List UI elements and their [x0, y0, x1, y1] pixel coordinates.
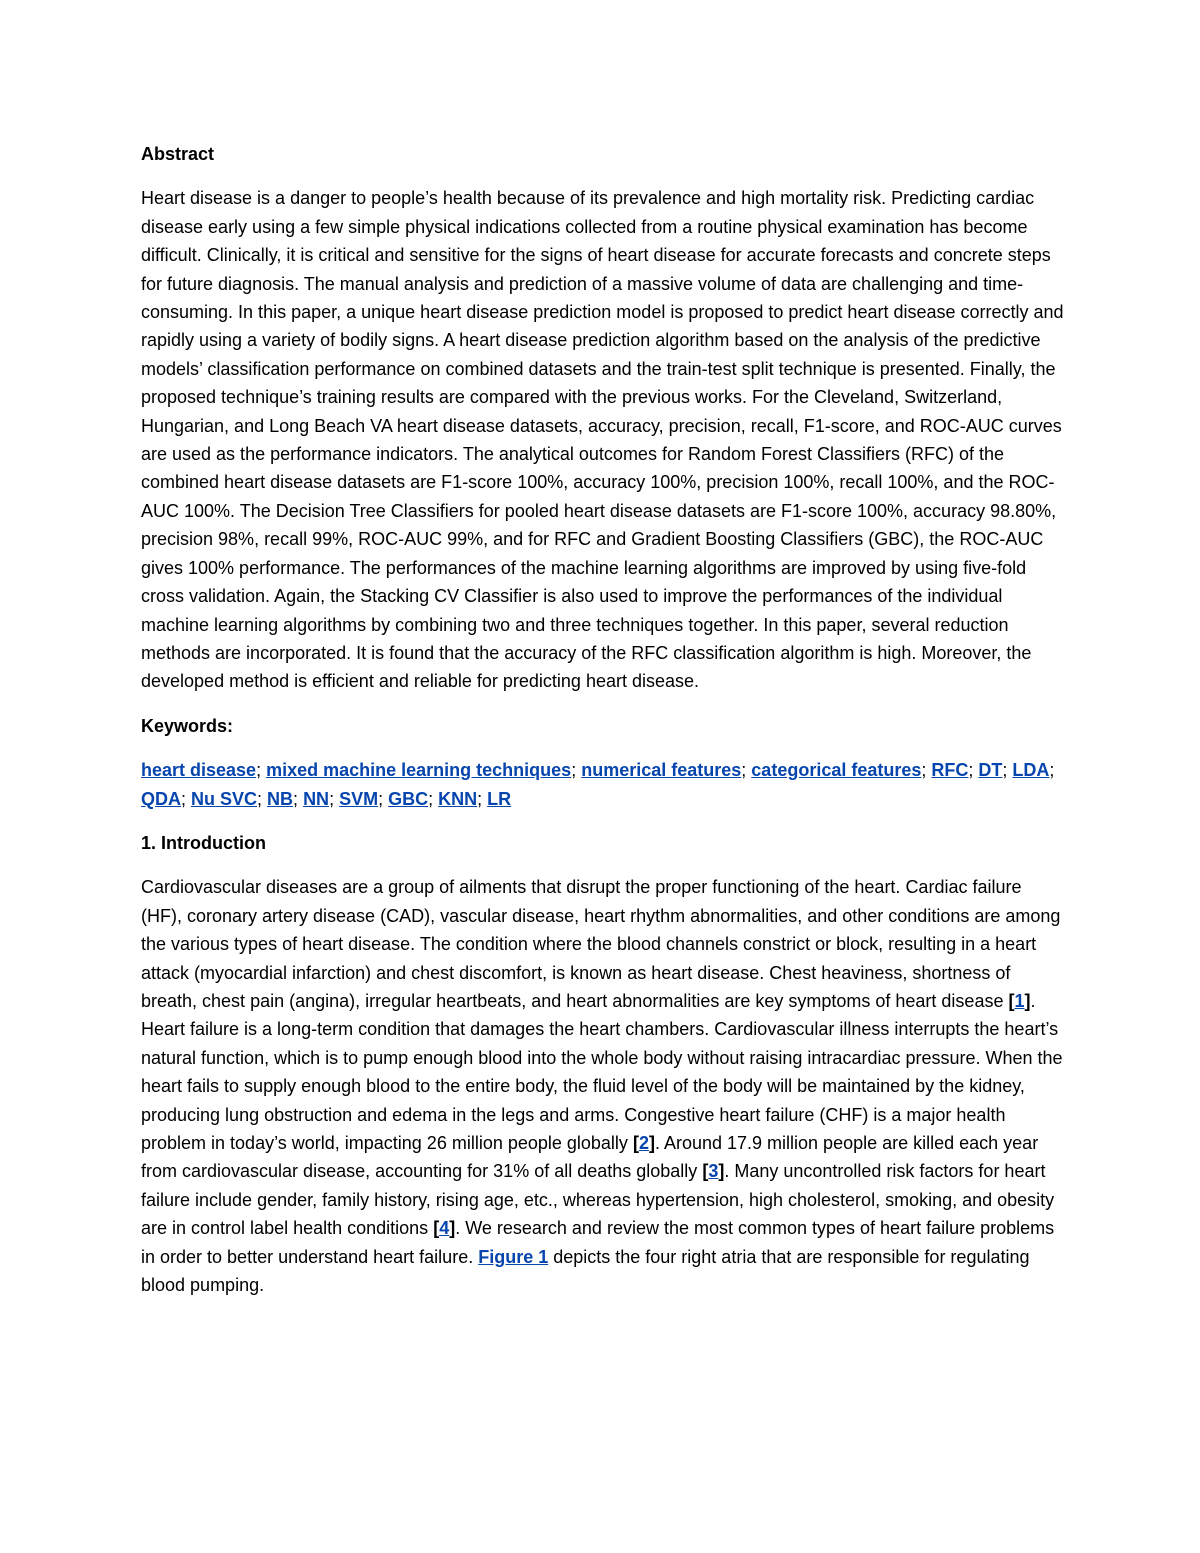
- citation-link[interactable]: 2: [638, 1133, 649, 1153]
- citation-link[interactable]: 1: [1014, 990, 1025, 1011]
- keyword-link[interactable]: LR: [487, 788, 512, 809]
- introduction-paragraph: [141, 873, 1066, 1299]
- keyword-separator: ;: [378, 788, 389, 809]
- keyword-separator: ;: [921, 760, 932, 781]
- document-page: [141, 140, 1066, 1299]
- citation-link[interactable]: 4: [439, 1218, 450, 1239]
- keyword-link[interactable]: GBC: [388, 788, 429, 809]
- keyword-separator: ;: [293, 788, 304, 809]
- abstract-heading: Abstract: [141, 144, 215, 164]
- figure-link[interactable]: Figure 1: [478, 1246, 549, 1267]
- intro-text: depicts the four right atria that are responsible for regulating blood pumping.: [141, 1246, 1030, 1296]
- citation-bracket: ]: [1024, 990, 1031, 1011]
- keyword-separator: ;: [477, 788, 488, 809]
- keyword-separator: ;: [968, 760, 979, 781]
- keyword-separator: ;: [1049, 760, 1055, 781]
- intro-text: . We research and review the most common types of heart failure problems in order to better understand heart failure.: [141, 1218, 1055, 1267]
- keyword-separator: ;: [257, 788, 268, 809]
- citation-bracket: ]: [718, 1161, 725, 1182]
- citation-bracket: [: [632, 1133, 639, 1153]
- citation-bracket: [: [702, 1161, 709, 1182]
- keywords-list: [141, 756, 1066, 813]
- intro-text: Cardiovascular diseases are a group of ailments that disrupt the proper functioning of the heart. Cardiac failure (HF), coronary artery disease (CAD), vascular disease, heart rhythm abnormalities, and other conditions are among the various types of heart disease. The condition where the blood channels constrict or block, resulting in a heart attack (myocardial infarction) and chest discomfort, is known as heart disease. Chest heaviness, shortness of breath, chest pain (angina), irregular heartbeats, and heart abnormalities are key symptoms of heart disease: [141, 877, 1061, 1011]
- keyword-link[interactable]: DT: [978, 760, 1003, 781]
- citation-bracket: ]: [648, 1133, 655, 1153]
- keyword-link[interactable]: LDA: [1012, 760, 1050, 781]
- keyword-separator: ;: [571, 760, 582, 781]
- keyword-link[interactable]: NN: [303, 788, 330, 809]
- keyword-link[interactable]: numerical features: [581, 760, 742, 781]
- keyword-separator: ;: [256, 760, 267, 781]
- keywords-heading: Keywords:: [141, 715, 234, 736]
- keyword-separator: ;: [181, 788, 192, 809]
- citation-bracket: ]: [449, 1218, 456, 1239]
- keyword-link[interactable]: Nu SVC: [191, 788, 258, 809]
- citation-link[interactable]: 3: [708, 1161, 719, 1182]
- keyword-link[interactable]: categorical features: [751, 760, 922, 781]
- keyword-link[interactable]: mixed machine learning techniques: [266, 760, 572, 781]
- keyword-link[interactable]: KNN: [438, 788, 478, 809]
- intro-text: . Heart failure is a long-term condition that damages the heart chambers. Cardiovascular illness interrupts the heart’s natural function, which is to pump enough blood into the whole body without raising intracardiac pressure. When the heart fails to supply enough blood to the entire body, the fluid level of the body will be maintained by the kidney, producing lung obstruction and edema in the legs and arms. Congestive heart failure (CHF) is a major health problem in today’s world, impacting 26 million people globally: [141, 990, 1063, 1153]
- citation-bracket: [: [433, 1218, 440, 1239]
- keyword-link[interactable]: QDA: [141, 788, 181, 809]
- keyword-separator: ;: [428, 788, 439, 809]
- intro-text: . Many uncontrolled risk factors for heart failure include gender, family history, rising age, etc., whereas hypertension, high cholesterol, smoking, and obesity are in control label health conditions: [141, 1161, 1055, 1239]
- abstract-paragraph: Heart disease is a danger to people’s health because of its prevalence and high mortality risk. Predicting cardiac disease early using a few simple physical indications collected from a routine physical examination has become difficult. Clinically, it is critical and sensitive for the signs of heart disease for accurate forecasts and concrete steps for future diagnosis. The manual analysis and prediction of a massive volume of data are challenging and time-consuming. In this paper, a unique heart disease prediction model is proposed to predict heart disease correctly and rapidly using a variety of bodily signs. A heart disease prediction algorithm based on the analysis of the predictive models’ classification performance on combined datasets and the train-test split technique is presented. Finally, the proposed technique’s training results are compared with the previous works. For the Cleveland, Switzerland, Hungarian, and Long Beach VA heart disease datasets, accuracy, precision, recall, F1-score, and ROC-AUC curves are used as the performance indicators. The analytical outcomes for Random Forest Classifiers (RFC) of the combined heart disease datasets are F1-score 100%, accuracy 100%, precision 100%, recall 100%, and the ROC-AUC 100%. The Decision Tree Classifiers for pooled heart disease datasets are F1-score 100%, accuracy 98.80%, precision 98%, recall 99%, ROC-AUC 99%, and for RFC and Gradient Boosting Classifiers (GBC), the ROC-AUC gives 100% performance. The performances of the machine learning algorithms are improved by using five-fold cross validation. Again, the Stacking CV Classifier is also used to improve the performances of the individual machine learning algorithms by combining two and three techniques together. In this paper, several reduction methods are incorporated. It is found that the accuracy of the RFC classification algorithm is high. Moreover, the developed method is efficient and reliable for predicting heart disease.: [141, 188, 1064, 692]
- keyword-separator: ;: [1002, 760, 1013, 781]
- keyword-separator: ;: [329, 788, 340, 809]
- citation-bracket: [: [1008, 990, 1015, 1011]
- keyword-link[interactable]: RFC: [931, 760, 969, 781]
- keyword-link[interactable]: SVM: [339, 788, 379, 809]
- keyword-separator: ;: [741, 760, 752, 781]
- introduction-heading: 1. Introduction: [141, 832, 266, 853]
- intro-text: . Around 17.9 million people are killed each year from cardiovascular disease, accounting for 31% of all deaths globally: [141, 1133, 1039, 1182]
- keyword-link[interactable]: heart disease: [141, 760, 257, 781]
- keyword-link[interactable]: NB: [267, 788, 294, 809]
